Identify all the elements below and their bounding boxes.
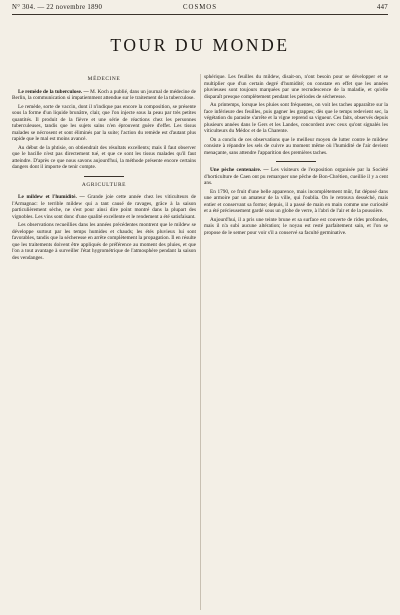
article-mildew-intro [12, 194, 196, 220]
section-heading-agriculture: AGRICULTURE [81, 181, 127, 188]
article-paragraph: Le remède, sorte de vaccin, dont il n'indique pas encore la composition, se présente sous la forme d'un liquide brunâtre, clair, que l'on injecte sous la peau par très petites quantités. Il produit de la fièvre et une série de réactions chez les personnes tuberculeuses, tandis que les sujets sains n'en éprouvent guère d'effet. Les tissus malades se nécrosent et sont éliminés par la suite; l'action du remède est d'autant plus rapide que le mal est moins avancé. [12, 103, 196, 142]
header-rule [12, 14, 388, 15]
article-paragraph: En 1790, ce fruit d'une belle apparence, mais incomplètement mûr, fut déposé dans une armoire par un amateur de la ville, qui l'oublia. On le retrouva desséché, mais entier et conservant sa forme; depuis, il a passé de main en main comme une curiosité et a été précieusement gardé sous un globe de verre, à l'abri de l'air et de la poussière. [204, 188, 388, 214]
article-text: Grande joie cette année chez les viticulteurs de l'Armagnac: le terrible mildew qui a tant causé de ravages, grâce à la saison particulièrement sèche, ne s'est pour ainsi dire point montré dans la plupart des vignobles. Les vins sont donc d'une qualité excellente et le rendement a été satisfaisant. [12, 194, 197, 220]
left-column [12, 74, 196, 263]
article-paragraph: On a conclu de ces observations que le meilleur moyen de lutter contre le mildew consiste à répandre les sels de cuivre au moment même où l'humidité de l'air devient menaçante, sans attendre l'apparition des premières taches. [204, 136, 388, 156]
section-divider [84, 176, 124, 177]
page-number: 447 [376, 4, 388, 11]
article-paragraph: Au début de la phtisie, on obtiendrait des résultats excellents; mais il faut observer que le bacille n'est pas directement tué, et que ce sont les tissus malades qu'il faut atteindre. D'après ce que nous savons aujourd'hui, la méthode présente encore certains dangers dont il importe de tenir compte. [12, 144, 196, 170]
article-text: Les visiteurs de l'exposition organisée par la Société d'horticulture de Caen ont pu remarquer une pêche de Bon-Chrétien, cueillie il y a cent ans. [204, 167, 388, 186]
article-text: M. Koch a publié, dans un journal de médecine de Berlin, la communication si impatiemment attendue sur le traitement de la tuberculose. [12, 88, 197, 101]
article-peche-intro [204, 167, 388, 187]
right-column [204, 74, 388, 238]
article-divider [276, 161, 316, 162]
column-divider [200, 74, 201, 610]
article-paragraph: Aujourd'hui, il a pris une teinte brune et sa surface est couverte de rides profondes, mais il n'a subi aucune altération; le noyau est resté parfaitement sain, et l'on se propose de le semer pour voir s'il a conservé sa faculté germinative. [204, 216, 388, 236]
article-tuberculose-intro [12, 89, 196, 102]
journal-name: COSMOS [183, 4, 217, 11]
article-heading-mildew: Le mildew et l'humidité. — [18, 194, 85, 200]
article-paragraph: Au printemps, lorsque les pluies sont fréquentes, on voit les taches apparaître sur la face inférieure des feuilles, puis gagner les grappes; dès que le temps redevient sec, la végétation du parasite s'arrête et la vigne reprend sa vigueur. Ces faits, observés depuis plusieurs années dans le Gers et les Landes, concordent avec ceux qu'ont signalés les viticulteurs du Médoc et de la Charente. [204, 102, 388, 134]
page-title: TOUR DU MONDE [110, 35, 290, 55]
article-heading-peche: Une pèche centenaire. — [210, 167, 269, 173]
article-paragraph: Les observations recueillies dans les années précédentes montrent que le mildew se développe surtout par les temps humides et chauds; les étés pluvieux lui sont favorables, tandis que la sécheresse en arrête complètement la propagation. Il en résulte que les traitements doivent être appliqués de préférence au moment des pluies, et que l'on a tout avantage à surveiller l'état hygrométrique de l'atmosphère pendant la saison des vendanges. [12, 222, 196, 261]
article-paragraph-continued: sphérique. Les feuilles du mildew, disait-on, n'ont besoin pour se développer et se multiplier que d'un certain degré d'humidité; on constate en effet que les années pluvieuses sont toujours marquées par une recrudescence de la maladie, et qu'elle disparaît presque complètement pendant les périodes de sécheresse. [204, 74, 388, 100]
issue-number-date: N° 304. — 22 novembre 1890 [12, 4, 103, 11]
article-heading-tuberculose: Le remède de la tuberculose. — [18, 88, 89, 95]
section-heading-medecine: MÉDECINE [87, 76, 121, 82]
